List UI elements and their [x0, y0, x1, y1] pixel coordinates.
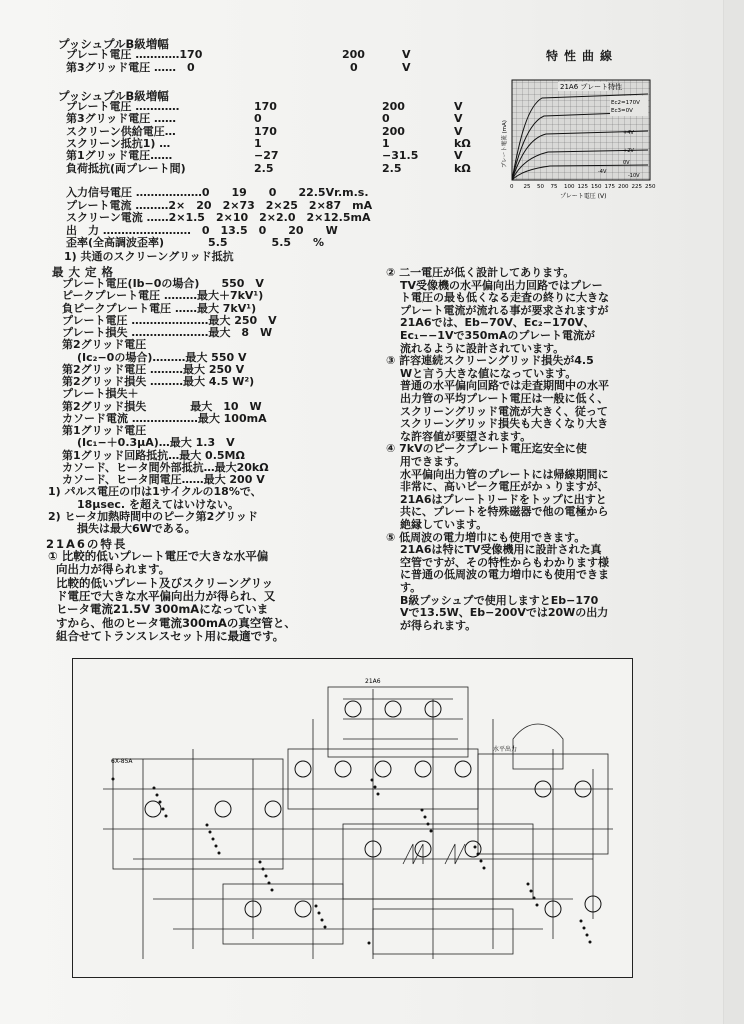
xtick-label: 250	[645, 184, 656, 190]
junction-dot	[480, 860, 483, 863]
ratings-line: 2) ヒータ加熱時間中のピーク第2グリッド	[48, 509, 258, 523]
junction-dot	[533, 897, 536, 900]
row-value: 1	[254, 136, 262, 150]
feature-line: が得られます。	[400, 618, 477, 632]
curve-label: +4V	[623, 130, 634, 136]
section3-row: 入力信号電圧 ………………0 19 0 22.5Vr.m.s.	[66, 186, 369, 199]
junction-dot	[424, 816, 427, 819]
row-unit: kΩ	[454, 161, 471, 175]
ratings-line: 第2グリッド損失 ………最大 4.5 W²)	[62, 375, 255, 388]
junction-dot	[209, 831, 212, 834]
xtick-label: 200	[618, 184, 629, 190]
row-value: −27	[254, 149, 279, 163]
row-value: 2.5	[382, 161, 402, 175]
section2-heading: プッシュプルB級増幅	[58, 89, 169, 103]
junction-dot	[427, 823, 430, 826]
row-value: 2.5	[254, 161, 274, 175]
circuit-schematic	[72, 658, 633, 978]
junction-dot	[206, 824, 209, 827]
vacuum-tube-symbol	[375, 761, 391, 777]
feature-line: Ec₁−−1Vで350mAのプレート電流が	[400, 329, 595, 342]
junction-dot	[268, 882, 271, 885]
junction-dot	[483, 867, 486, 870]
junction-dot	[156, 794, 159, 797]
junction-dot	[321, 919, 324, 922]
section3-row: 出 力 …………………… 0 13.5 0 20 W	[66, 223, 338, 237]
row-value: −31.5	[382, 149, 419, 163]
ratings-line: カソード、ヒータ間電圧……最大 200 V	[62, 473, 265, 486]
row-label: プレート電圧 …………	[66, 100, 180, 113]
junction-dot	[271, 889, 274, 892]
junction-dot	[536, 904, 539, 907]
feature-line: TV受像機の水平偏向出力回路ではプレー	[400, 278, 603, 292]
feature-line: プレート電流が流れる事が要求されますが	[400, 303, 609, 317]
junction-dot	[374, 786, 377, 789]
features-heading: 21A6の特長	[46, 537, 128, 551]
feature-line: 空管ですが、その特性からもわかります様	[400, 555, 609, 569]
xtick-label: 150	[591, 184, 602, 190]
ratings-line: 1) パルス電圧の巾は1サイクルの18%で、	[48, 485, 262, 499]
feature-line: 普通の水平偏向回路では走査期間中の水平	[400, 379, 609, 393]
feature-line: スクリーングリッド損失も大きくなり大き	[400, 417, 609, 431]
junction-dot	[324, 926, 327, 929]
vacuum-tube-symbol	[385, 701, 401, 717]
row-value: 0	[254, 112, 262, 126]
schematic-label: 21A6	[365, 678, 381, 685]
junction-dot	[580, 920, 583, 923]
vacuum-tube-symbol	[215, 801, 231, 817]
junction-dot	[368, 942, 371, 945]
ratings-heading: 最大定格	[52, 265, 118, 279]
junction-dot	[421, 809, 424, 812]
junction-dot	[530, 890, 533, 893]
vacuum-tube-symbol	[345, 701, 361, 717]
ratings-line: 18μsec. を超えてはいけない。	[66, 497, 239, 511]
graph-title: 21A6 プレート特性	[560, 83, 623, 91]
vacuum-tube-symbol	[415, 761, 431, 777]
junction-dot	[262, 868, 265, 871]
ratings-line: (Ic₂−0の場合)………最大 550 V	[66, 350, 247, 364]
ratings-line: 負ピークプレート電圧 ……最大 7kV¹)	[62, 301, 257, 315]
xtick-label: 175	[604, 184, 615, 190]
section3-row: 歪率(全高調波歪率) 5.5 5.5 %	[66, 236, 325, 249]
xtick-label: 100	[564, 184, 575, 190]
row-unit: V	[454, 149, 463, 163]
feature-line: ② 二一電圧が低く設計してあります。	[386, 266, 575, 279]
feature-line: 流れるように設計されています。	[400, 341, 565, 355]
section3-row: スクリーン電流 ……2×1.5 2×10 2×2.0 2×12.5mA	[66, 211, 371, 224]
junction-dot	[165, 815, 168, 818]
graph-xticks	[510, 184, 656, 190]
schematic-label: 6X-85A	[111, 758, 133, 765]
curve-label: +2V	[623, 148, 634, 154]
row-value: 170	[254, 100, 277, 113]
junction-dot	[318, 912, 321, 915]
feature-line: 水平偏向出力管のプレートには帰線期間に	[400, 467, 609, 481]
junction-dot	[371, 779, 374, 782]
row-label: スクリーン抵抗1) …	[66, 136, 171, 150]
feature-line: 21A6は特にTV受像機用に設計された真	[400, 543, 602, 557]
junction-dot	[315, 905, 318, 908]
xtick-label: 125	[577, 184, 588, 190]
curve-label: 0V	[623, 160, 630, 166]
row-label: 第1グリッド電圧……	[66, 149, 173, 163]
row-unit: V	[454, 100, 463, 113]
ratings-line: プレート損失＋	[62, 387, 139, 401]
row-value: 170	[254, 124, 277, 138]
junction-dot	[112, 778, 115, 781]
curve-label: -4V	[598, 169, 607, 175]
feature-line: 非常に、高いピーク電圧がかゝりますが、	[400, 480, 609, 494]
junction-dot	[430, 830, 433, 833]
characteristic-curve-title: 特性曲線	[546, 49, 619, 63]
feature-line: Wと言う大きな値になっています。	[400, 366, 577, 380]
xtick-label: 75	[550, 184, 558, 190]
feature-line: な許容値が要望されます。	[400, 429, 532, 443]
row-label: 第3グリッド電圧 ……	[66, 112, 177, 126]
xtick-label: 50	[537, 184, 544, 190]
junction-dot	[586, 934, 589, 937]
feature-line: B級プッシュプで使用しますとEb−170	[400, 593, 599, 607]
ratings-line: プレート電圧 …………………最大 250 V	[62, 313, 277, 327]
feature-line: ヒータ電流21.5V 300mAになっていま	[56, 602, 269, 617]
schematic-drawing	[73, 659, 632, 977]
vacuum-tube-symbol	[295, 761, 311, 777]
ratings-line: 第2グリッド損失 最大 10 W	[62, 399, 262, 413]
junction-dot	[474, 846, 477, 849]
feature-line: 21A6では、Eb−70V、Ec₂−170V、	[400, 316, 595, 330]
ratings-line: 第2グリッド電圧	[62, 338, 147, 352]
vacuum-tube-symbol	[455, 761, 471, 777]
ratings-line: 第2グリッド電圧 ………最大 250 V	[62, 362, 245, 376]
feature-line: 21A6はプレートリードをトップに出すと	[400, 492, 607, 506]
vacuum-tube-symbol	[145, 801, 161, 817]
row-unit: V	[454, 112, 463, 126]
ratings-line: カソード電流 ………………最大 100mA	[62, 411, 267, 425]
document-page: プッシュプルB級増幅 プレート電圧 …………170 200 V 第3グリッド電圧 …… 0 0 V 特性曲線 21A6 プレート特性 Ec2=170V Ec3=0V +4V +2V 0V -4V -10V プレート電流 (mA) 0 25 50 75 100 125 150 175 200 225 250 プレート電圧 (V) プッシュプルB級増幅 プレート電圧 ………… 170 200 V 第3グリッド電圧 …… 0 0 V スクリーン供給電圧… 170 200 V スクリーン抵抗1) … 1 1 kΩ 第1グリッド電圧…… −27 −31.5 V 負荷抵抗(両プレート間) 2.5 2.5 kΩ 入力信号電圧 ………………0 19 0 22.5Vr.m.s. プレート電流 ………2× 20 2×73 2×25 2×87 mA スクリーン電流 ……2×1.5 2×10 2×2.0 2×12.5mA 出 力 …………………… 0 13.5 0 20 W 歪率(全高調波歪率) 5.5 5.5 % 1) 共通のスクリーングリッド抵抗 最大定格 プレート電圧(Ib−0の場合) 550 V ピークプレート電圧 ………最大＋7kV¹) 負ピークプレート電圧 ……最大 7kV¹) プレート電圧 …………………最大 250 V プレート損失 …………………最大 8 W 第2グリッド電圧 (Ic₂−0の場合)………最大 550 V 第2グリッド電圧 ………最大 250 V 第2グリッド損失 ………最大 4.5 W²) プレート損失＋ 第2グリッド損失 最大 10 W カソード電流 ………………最大 100mA 第1グリッド電圧 (Ic₁−＋0.3μA)…最大 1.3 V 第1グリッド回路抵抗…最大 0.5MΩ カソード、ヒータ間外部抵抗…最大20kΩ カソード、ヒータ間電圧……最大 200 V 1) パルス電圧の巾は1サイクルの18%で、 18μsec. を超えてはいけない。 2) ヒータ加熱時間中のピーク第2グリッド 損失は最大6Wである。 21A6の特長 ① 比較的低いプレート電圧で大きな水平偏 向出力が得られます。 比較的低いプレート及びスクリーングリッ ド電圧で大きな水平偏向出力が得られ、又 ヒータ電流21.5V 300mAになっていま すから、他のヒータ電流300mAの真空管と、 組合せてトランスレスセット用に最適です。 ② 二一電圧が低く設計してあります。 TV受像機の水平偏向出力回路ではプレー ト電圧の最も低くなる走査の終りに大きな プレート電流が流れる事が要求されますが 21A6では、Eb−70V、Ec₂−170V、 Ec₁−−1Vで350mAのプレート電流が 流れるように設計されています。 ③ 許容連続スクリーングリッド損失が4.5 Wと言う大きな値になっています。 普通の水平偏向回路では走査期間中の水平 出力管の平均プレート電圧は一般に低く、 スクリーングリッド電流が大きく、従って スクリーングリッド損失も大きくなり大き な許容値が要望されます。 ④ 7kVのピークプレート電圧迄安全に使 用できます。 水平偏向出力管のプレートには帰線期間に 非常に、高いピーク電圧がかゝりますが、 21A6はプレートリードをトップに出すと 共に、プレートを特殊磁器で他の電極から 絶縁しています。 ⑤ 低周波の電力増巾にも使用できます。 21A6は特にTV受像機用に設計された真 空管ですが、その特性からもわかります様 に普通の低周波の電力増巾にも使用できま す。 B級プッシュプで使用しますとEb−170 Vで13.5W、Eb−200Vでは20Wの出力 が得られます。 6X-85A 21A6 水平出力	[0, 0, 744, 1024]
junction-dot	[377, 793, 380, 796]
vacuum-tube-symbol	[265, 801, 281, 817]
junction-dot	[589, 941, 592, 944]
ratings-line: ピークプレート電圧 ………最大＋7kV¹)	[62, 289, 264, 303]
feature-line: ド電圧で大きな水平偏向出力が得られ、又	[56, 588, 276, 603]
xtick-label: 25	[523, 184, 531, 190]
row-value: 200	[382, 100, 405, 113]
ratings-line: 第1グリッド回路抵抗…最大 0.5MΩ	[62, 448, 245, 462]
feature-line: す。	[400, 581, 422, 594]
junction-dot	[477, 853, 480, 856]
feature-line: 共に、プレートを特殊磁器で他の電極から	[400, 505, 609, 519]
ratings-line: (Ic₁−＋0.3μA)…最大 1.3 V	[66, 436, 235, 450]
feature-line: ① 比較的低いプレート電圧で大きな水平偏	[48, 549, 269, 563]
row-value: 1	[382, 136, 390, 150]
plate-characteristic-graph	[498, 76, 660, 202]
graph-xlabel: プレート電圧 (V)	[560, 193, 607, 200]
ratings-line: 第1グリッド電圧	[62, 424, 147, 437]
row-label: 負荷抵抗(両プレート間)	[66, 161, 186, 175]
feature-line: 向出力が得られます。	[56, 562, 171, 577]
ratings-line: 損失は最大6Wである。	[66, 522, 196, 535]
row-unit: kΩ	[454, 136, 471, 150]
ratings-line: カソード、ヒータ間外部抵抗…最大20kΩ	[62, 460, 269, 474]
junction-dot	[259, 861, 262, 864]
feature-line: 絶縁しています。	[400, 518, 488, 531]
feature-line: 組合せてトランスレスセット用に最適です。	[56, 628, 285, 643]
feature-line: すから、他のヒータ電流300mAの真空管と、	[56, 615, 296, 630]
feature-line: 比較的低いプレート及びスクリーングリッ	[56, 575, 274, 590]
feature-line: スクリーングリッド電流が大きく、従って	[400, 404, 608, 418]
graph-ylabel: プレート電流 (mA)	[502, 120, 508, 168]
junction-dot	[153, 787, 156, 790]
junction-dot	[159, 801, 162, 804]
row-value: 200	[382, 124, 405, 138]
feature-line: ト電圧の最も低くなる走査の終りに大きな	[400, 291, 609, 305]
feature-line: Vで13.5W、Eb−200Vでは20Wの出力	[400, 606, 609, 620]
row-value: 0	[382, 112, 390, 126]
feature-line: 用できます。	[400, 455, 466, 468]
junction-dot	[215, 845, 218, 848]
schematic-label: 水平出力	[493, 746, 518, 753]
section1-heading: プッシュプルB級増幅	[58, 37, 169, 51]
junction-dot	[212, 838, 215, 841]
junction-dot	[527, 883, 530, 886]
ratings-line: プレート電圧(Ib−0の場合) 550 V	[62, 277, 264, 290]
row-unit: V	[454, 124, 463, 138]
feature-line: 出力管の平均プレート電圧は一般に低く、	[400, 392, 609, 405]
junction-dot	[162, 808, 165, 811]
feature-line: ③ 許容連続スクリーングリッド損失が4.5	[386, 354, 594, 368]
curve-label: -10V	[628, 173, 640, 179]
junction-dot	[583, 927, 586, 930]
xtick-label: 225	[631, 184, 642, 190]
feature-line: ④ 7kVのピークプレート電圧迄安全に使	[386, 442, 587, 456]
ratings-line: プレート損失 …………………最大 8 W	[62, 326, 273, 339]
row-label: スクリーン供給電圧…	[66, 124, 176, 138]
xtick-label: 0	[510, 184, 514, 190]
section3-row: プレート電流 ………2× 20 2×73 2×25 2×87 mA	[66, 198, 373, 212]
graph-legend: Ec3=0V	[611, 108, 633, 114]
vacuum-tube-symbol	[295, 901, 311, 917]
section3-footnote: 1) 共通のスクリーングリッド抵抗	[64, 250, 234, 263]
feature-line: に普通の低周波の電力増巾にも使用できま	[400, 568, 609, 582]
junction-dot	[218, 852, 221, 855]
graph-legend: Ec2=170V	[611, 100, 640, 106]
feature-line: ⑤ 低周波の電力増巾にも使用できます。	[386, 530, 586, 544]
page-edge	[723, 0, 744, 1024]
junction-dot	[265, 875, 268, 878]
vacuum-tube-symbol	[335, 761, 351, 777]
